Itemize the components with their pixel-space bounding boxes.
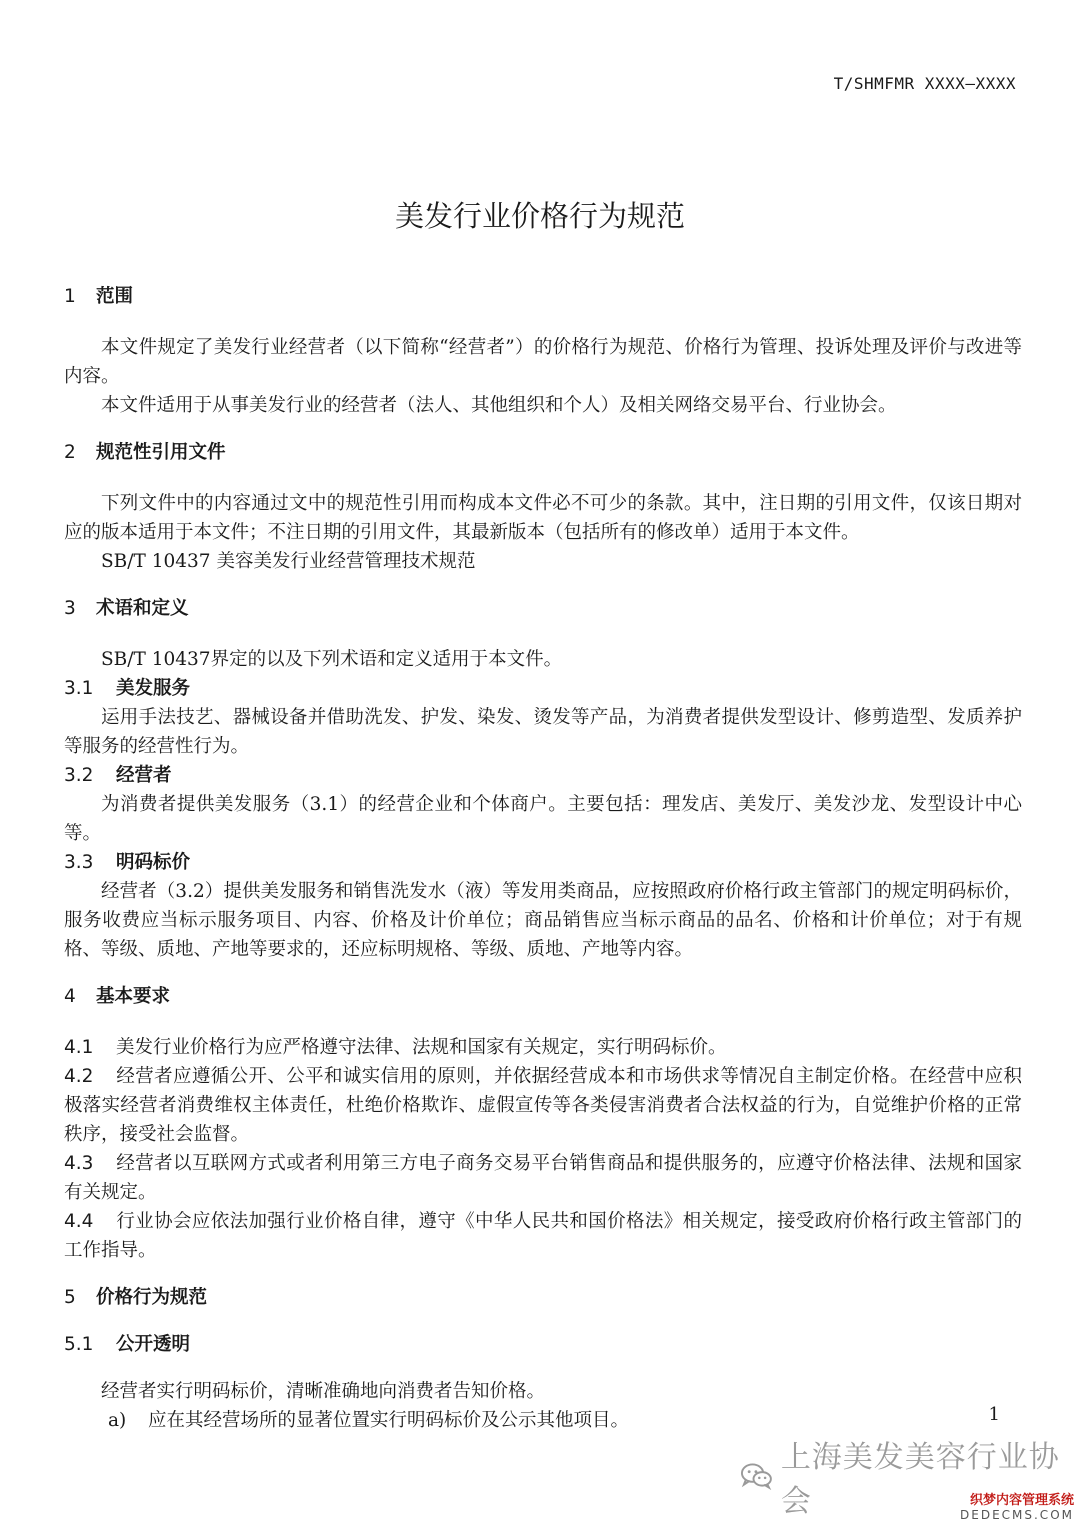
standard-code: T/SHMFMR XXXX—XXXX: [833, 74, 1016, 93]
site-mark-en: DEDECMS.COM: [960, 1508, 1074, 1522]
subsection-heading-5-1: 5.1 公开透明: [64, 1334, 191, 1355]
site-mark-cn: 织梦内容管理系统: [969, 1493, 1074, 1508]
section-heading-4: 4 基本要求: [64, 986, 171, 1007]
section-heading-3: 3 术语和定义: [64, 598, 189, 619]
section-2-reference: SB/T 10437 美容美发行业经营管理技术规范: [101, 551, 476, 572]
term-text-3-3: 经营者（3.2）提供美发服务和销售洗发水（液）等发用类商品，应按照政府价格行政主管部门的规定明码标价，服务收费应当标示服务项目、内容、价格及计价单位；商品销售应当标示商品的品名、价格和计价单位；对于有规格、等级、质地、产地等要求的，还应标明规格、等级、质地、产地等内容。: [64, 881, 1022, 960]
section-heading-5: 5 价格行为规范: [64, 1287, 208, 1308]
site-mark: [960, 1493, 1074, 1523]
term-heading-3-3: 3.3 明码标价: [64, 852, 191, 873]
page-number: 1: [988, 1404, 1000, 1425]
section-2-para-1: 下列文件中的内容通过文中的规范性引用而构成本文件必不可少的条款。其中，注日期的引用文件，仅该日期对应的版本适用于本文件；不注日期的引用文件，其最新版本（包括所有的修改单）适用于本文件。: [64, 493, 1022, 543]
section-heading-1: 1 范围: [64, 286, 134, 307]
clause-4-2: 4.2 经营者应遵循公开、公平和诚实信用的原则，并依据经营成本和市场供求等情况自主制定价格。在经营中应积极落实经营者消费维权主体责任，杜绝价格欺诈、虚假宣传等各类侵害消费者合法权益的行为，自觉维护价格的正常秩序，接受社会监督。: [64, 1066, 1022, 1145]
section-heading-2: 2 规范性引用文件: [64, 442, 226, 463]
clause-4-1: 4.1 美发行业价格行为应严格遵守法律、法规和国家有关规定，实行明码标价。: [64, 1037, 727, 1058]
term-heading-3-2: 3.2 经营者: [64, 765, 172, 786]
section-3-intro: SB/T 10437界定的以及下列术语和定义适用于本文件。: [101, 649, 563, 670]
document-body: [64, 282, 1022, 1435]
term-text-3-2: 为消费者提供美发服务（3.1）的经营企业和个体商户。主要包括：理发店、美发厅、美发沙龙、发型设计中心等。: [64, 794, 1022, 844]
clause-4-3: 4.3 经营者以互联网方式或者利用第三方电子商务交易平台销售商品和提供服务的，应遵守价格法律、法规和国家有关规定。: [64, 1153, 1022, 1203]
watermark-text: 上海美发美容行业协会: [780, 1440, 1060, 1519]
document-title: 美发行业价格行为规范: [394, 199, 685, 233]
clause-4-4: 4.4 行业协会应依法加强行业价格自律，遵守《中华人民共和国价格法》相关规定，接受政府价格行政主管部门的工作指导。: [64, 1211, 1022, 1261]
section-1-para-1: 本文件规定了美发行业经营者（以下简称“经营者”）的价格行为规范、价格行为管理、投诉处理及评价与改进等内容。: [64, 337, 1022, 387]
subsection-5-1-intro: 经营者实行明码标价，清晰准确地向消费者告知价格。: [101, 1381, 546, 1402]
wechat-icon: [740, 1462, 773, 1490]
term-text-3-1: 运用手法技艺、器械设备并借助洗发、护发、染发、烫发等产品，为消费者提供发型设计、修剪造型、发质养护等服务的经营性行为。: [64, 707, 1022, 757]
section-1-para-2: 本文件适用于从事美发行业的经营者（法人、其他组织和个人）及相关网络交易平台、行业协会。: [101, 395, 897, 416]
term-heading-3-1: 3.1 美发服务: [64, 678, 191, 699]
list-item: a) 应在其经营场所的显著位置实行明码标价及公示其他项目。: [108, 1410, 630, 1431]
